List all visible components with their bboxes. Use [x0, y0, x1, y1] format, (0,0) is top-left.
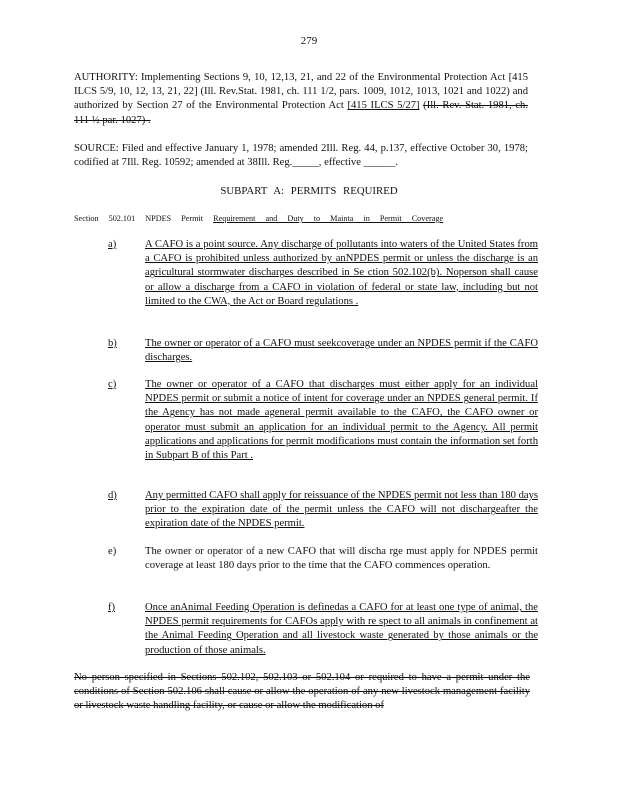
subsection-text: Any permitted CAFO shall apply for reissuance of the NPDES permit not less than 180 days prior to the expiration date of the permit unless the CAFO will not dischargeafter the expiration date of the NPDES permit.	[145, 490, 538, 530]
subsection-text: Once anAnimal Feeding Operation is definedas a CAFO for at least one type of animal, the NPDES permit requirements for CAFOs apply with re spect to all animals in confinement at the Animal Feeding Operation and all livestock waste generated by those animals or the production of those animals.	[145, 602, 538, 656]
subsection-label: a)	[108, 239, 117, 250]
section-number: Section 502.101	[74, 214, 136, 223]
authority-note	[74, 71, 528, 128]
subsection-label: b)	[108, 338, 117, 349]
authority-citation-deleted: (Ill. Rev. Stat. 1981, ch. 111 ½ par. 1027) .	[74, 100, 528, 126]
subsection-label: e)	[108, 546, 117, 557]
section-heading	[74, 212, 528, 226]
subsection-label: f)	[108, 602, 116, 613]
subsection-text: The owner or operator of a new CAFO that will discha rge must apply for NPDES permit coverage at least 180 days prior to the time that the CAFO commences operation.	[145, 546, 538, 572]
deleted-paragraph: No person specified in Sections 502.102, 502.103 or 502.104 or required to have a permit under the conditions of Section 502.106 shall cause or allow the operation of any new livestock management facility or livestock waste handling facility, or cause or allow the modification of	[74, 672, 530, 712]
source-note: SOURCE: Filed and effective January 1, 1978; amended 2Ill. Reg. 44, p.137, effective October 30, 1978; codified at 7Ill. Reg. 10592; amended at 38Ill. Reg._____, effective ______.	[74, 143, 528, 169]
subsection-text: A CAFO is a point source. Any discharge of pollutants into waters of the United States from a CAFO is prohibited unless authorized by anNPDES permit or unless the discharge is an agricultural stormwater discharges described in Se ction 502.102(b). Noperson shall cause or allow a discharge from a CAFO in violation of federal or state law, including but not limited to the CWA, the Act or Board regulations .	[145, 239, 538, 307]
subsection-text: The owner or operator of a CAFO must seekcoverage under an NPDES permit if the CAFO discharges.	[145, 338, 538, 364]
subsection-label: d)	[108, 490, 117, 501]
subpart-heading: SUBPART A: PERMITS REQUIRED	[220, 185, 398, 197]
authority-text: AUTHORITY: Implementing Sections 9, 10, 12,13, 21, and 22 of the Environmental Protection Act [415 ILCS 5/9, 10, 12, 13, 21, 22] (Ill. Rev.Stat. 1981, ch. 111 1/2, pars. 1009, 1012, 1013, 1021 and 1022) and authorized by Section 27 of the Environmental Protection Act	[74, 72, 528, 112]
page-number: 279	[300, 35, 318, 47]
section-title-added: Requirement and Duty to Mainta in Permit Coverage	[213, 214, 444, 223]
subsection-text: The owner or operator of a CAFO that discharges must either apply for an individual NPDES permit or submit a notice of intent for coverage under an NPDES general permit. If the Agency has not made ageneral permit available to the CAFO, the CAFO owner or operator must submit an application for an individual permit to the Agency. All permit applications and applications for permit modifications must contain the information set forth in Subpart B of this Part .	[145, 379, 538, 462]
subsection-label: c)	[108, 379, 117, 390]
section-title-plain: NPDES Permit	[145, 214, 204, 223]
authority-citation-added: [415 ILCS 5/27]	[347, 100, 420, 112]
